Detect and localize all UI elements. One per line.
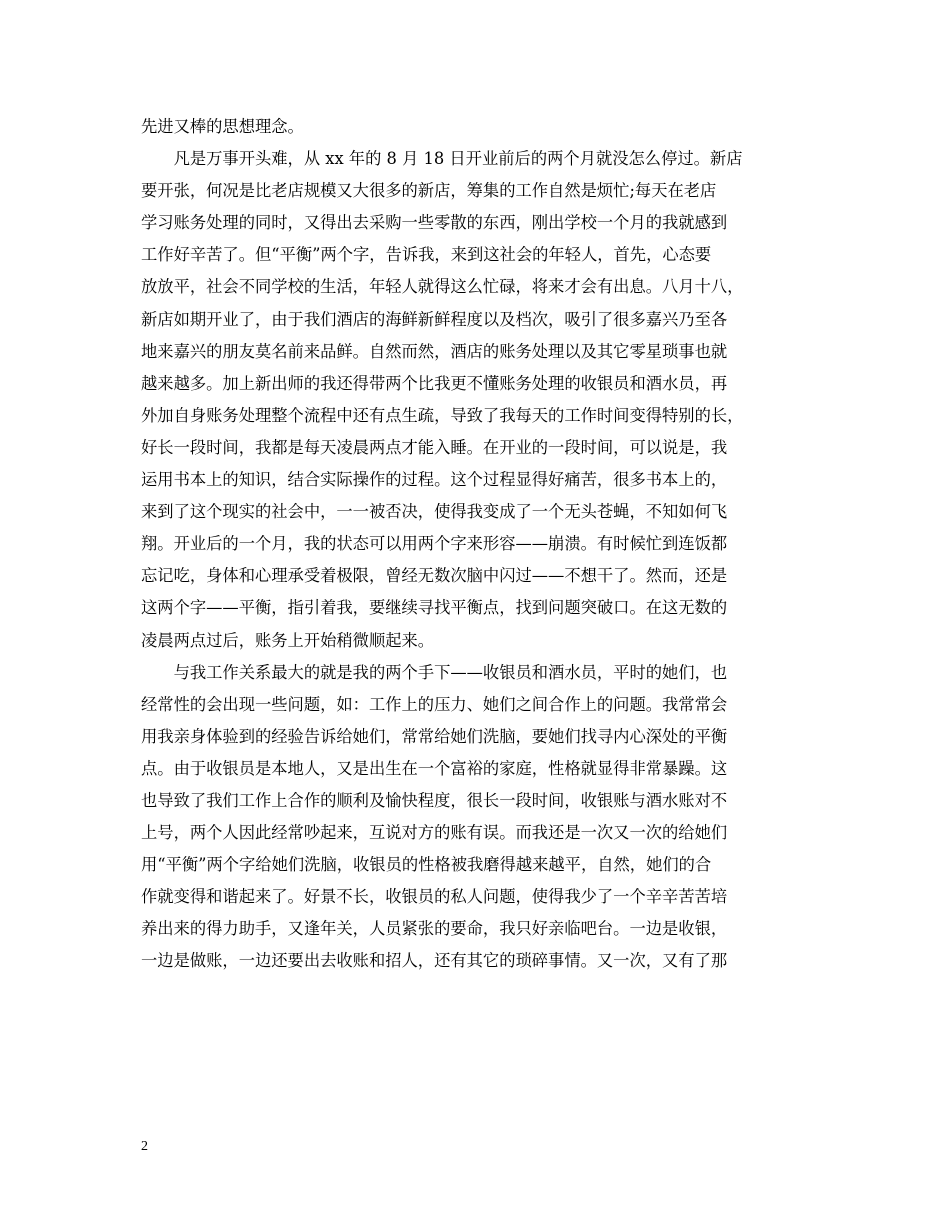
body-text <box>141 111 821 978</box>
text-line: 要开张，何况是比老店规模又大很多的新店，筹集的工作自然是烦忙;每天在老店 <box>141 181 717 201</box>
text-line: 放放平，社会不同学校的生活，年轻人就得这么忙碌，将来才会有出息。八月十八， <box>141 277 744 297</box>
text-line: 越来越多。加上新出师的我还得带两个比我更不懂账务处理的收银员和酒水员，再 <box>141 373 728 393</box>
text-line: 凡是万事开头难，从 xx 年的 8 月 18 日开业前后的两个月就没怎么停过。新店 <box>141 149 743 169</box>
text-line: 用我亲身体验到的经验告诉给她们，常常给她们洗脑，要她们找寻内心深处的平衡 <box>141 726 728 746</box>
text-line: 用“平衡”两个字给她们洗脑，收银员的性格被我磨得越来越平，自然，她们的合 <box>141 855 712 875</box>
text-line: 翔。开业后的一个月，我的状态可以用两个字来形容——崩溃。有时候忙到连饭都 <box>141 534 728 554</box>
text-line: 这两个字——平衡，指引着我，要继续寻找平衡点，找到问题突破口。在这无数的 <box>141 598 728 618</box>
text-line: 上号，两个人因此经常吵起来，互说对方的账有误。而我还是一次又一次的给她们 <box>141 823 728 843</box>
text-line: 作就变得和谐起来了。好景不长，收银员的私人问题，使得我少了一个辛辛苦苦培 <box>141 887 728 907</box>
text-line: 地来嘉兴的朋友莫名前来品鲜。自然而然，酒店的账务处理以及其它零星琐事也就 <box>141 341 728 361</box>
text-line: 来到了这个现实的社会中，一一被否决，使得我变成了一个无头苍蝇，不知如何飞 <box>141 502 728 522</box>
text-line: 与我工作关系最大的就是我的两个手下——收银员和酒水员，平时的她们，也 <box>141 662 728 682</box>
text-line: 工作好辛苦了。但“平衡”两个字，告诉我，来到这社会的年轻人，首先，心态要 <box>141 245 712 265</box>
text-line: 忘记吃，身体和心理承受着极限，曾经无数次脑中闪过——不想干了。然而，还是 <box>141 566 728 586</box>
text-line: 好长一段时间，我都是每天凌晨两点才能入睡。在开业的一段时间，可以说是，我 <box>141 437 728 457</box>
text-line: 养出来的得力助手，又逢年关，人员紧张的要命，我只好亲临吧台。一边是收银， <box>141 919 728 939</box>
text-line: 经常性的会出现一些问题，如：工作上的压力、她们之间合作上的问题。我常常会 <box>141 694 728 714</box>
text-line: 先进又棒的思想理念。 <box>141 117 304 136</box>
page-number: 2 <box>141 1139 148 1154</box>
text-line: 外加自身账务处理整个流程中还有点生疏，导致了我每天的工作时间变得特别的长， <box>141 405 744 425</box>
text-line: 点。由于收银员是本地人，又是出生在一个富裕的家庭，性格就显得非常暴躁。这 <box>141 758 728 778</box>
text-line: 新店如期开业了，由于我们酒店的海鲜新鲜程度以及档次，吸引了很多嘉兴乃至各 <box>141 309 728 329</box>
text-line: 学习账务处理的同时，又得出去采购一些零散的东西，刚出学校一个月的我就感到 <box>141 213 728 233</box>
text-line: 运用书本上的知识，结合实际操作的过程。这个过程显得好痛苦，很多书本上的， <box>141 470 728 490</box>
text-line: 也导致了我们工作上合作的顺利及愉快程度，很长一段时间，收银账与酒水账对不 <box>141 790 728 810</box>
text-line: 一边是做账，一边还要出去收账和招人，还有其它的琐碎事情。又一次，又有了那 <box>141 951 728 971</box>
text-line: 凌晨两点过后，账务上开始稍微顺起来。 <box>141 630 435 650</box>
